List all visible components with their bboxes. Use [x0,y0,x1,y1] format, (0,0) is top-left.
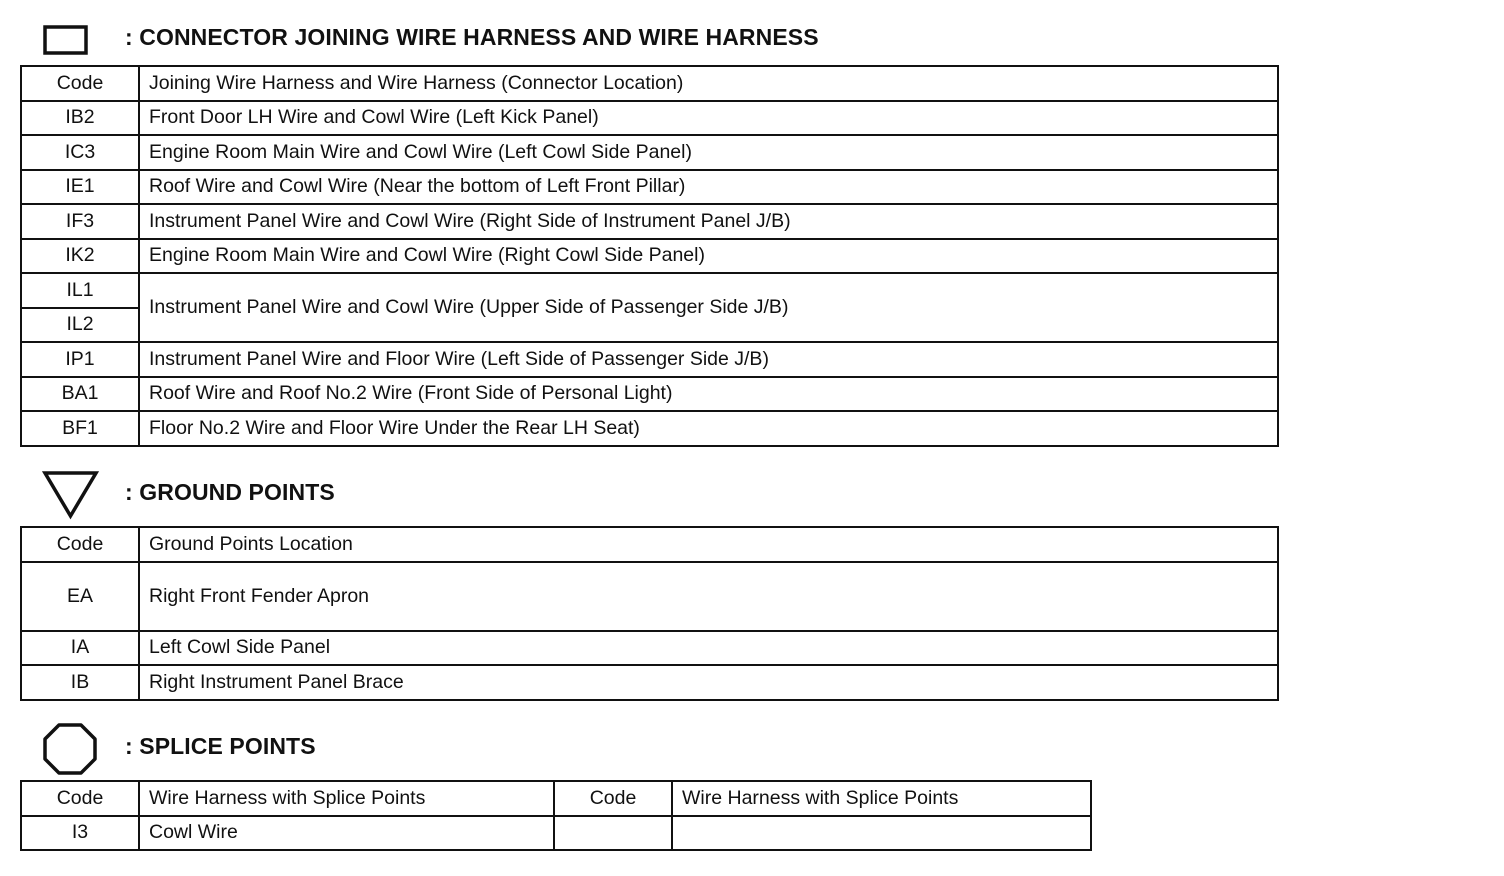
code-cell: IP1 [21,342,139,377]
code-header: Code [21,527,139,562]
code-cell: EA [21,562,139,631]
table-row [21,239,1278,274]
harness-header: Wire Harness with Splice Points [672,781,1091,816]
location-cell: Instrument Panel Wire and Cowl Wire (Upper Side of Passenger Side J/B) [139,273,1278,342]
location-cell: Roof Wire and Roof No.2 Wire (Front Side of Personal Light) [139,377,1278,412]
table-header-row [21,66,1278,101]
location-cell: Engine Room Main Wire and Cowl Wire (Right Cowl Side Panel) [139,239,1278,274]
table-row [21,101,1278,136]
octagon-splice-icon [42,722,98,776]
location-header: Ground Points Location [139,527,1278,562]
table-row [21,562,1278,631]
code-cell: IC3 [21,135,139,170]
code-cell: IB [21,665,139,700]
location-cell: Left Cowl Side Panel [139,631,1278,666]
splice-section-header [0,722,1300,778]
code-cell: IL2 [21,308,139,343]
code-cell: BA1 [21,377,139,412]
triangle-ground-icon [42,470,102,520]
location-cell: Instrument Panel Wire and Cowl Wire (Right Side of Instrument Panel J/B) [139,204,1278,239]
table-row [21,665,1278,700]
location-cell: Front Door LH Wire and Cowl Wire (Left Kick Panel) [139,101,1278,136]
rectangle-connector-icon [42,24,90,56]
location-cell: Right Instrument Panel Brace [139,665,1278,700]
code-cell: IK2 [21,239,139,274]
code-cell [554,816,672,851]
table-row [21,273,1278,308]
table-header-row [21,527,1278,562]
table-row [21,411,1278,446]
location-cell: Engine Room Main Wire and Cowl Wire (Left Cowl Side Panel) [139,135,1278,170]
code-cell: IA [21,631,139,666]
harness-header: Wire Harness with Splice Points [139,781,554,816]
code-header: Code [554,781,672,816]
table-row [21,816,1091,851]
ground-section-title: : GROUND POINTS [125,479,335,505]
connector-section-header [0,16,1300,60]
location-cell: Right Front Fender Apron [139,562,1278,631]
code-cell: IE1 [21,170,139,205]
code-cell: IF3 [21,204,139,239]
harness-cell [672,816,1091,851]
table-row [21,631,1278,666]
harness-cell: Cowl Wire [139,816,554,851]
splice-points-table [20,780,1092,851]
code-cell: BF1 [21,411,139,446]
code-header: Code [21,66,139,101]
connector-section-title: : CONNECTOR JOINING WIRE HARNESS AND WIRE HARNESS [125,24,819,50]
ground-points-table [20,526,1279,701]
table-row [21,342,1278,377]
code-header: Code [21,781,139,816]
location-cell: Instrument Panel Wire and Floor Wire (Left Side of Passenger Side J/B) [139,342,1278,377]
location-cell: Roof Wire and Cowl Wire (Near the bottom of Left Front Pillar) [139,170,1278,205]
table-row [21,170,1278,205]
code-cell: IL1 [21,273,139,308]
table-header-row [21,781,1091,816]
splice-section-title: : SPLICE POINTS [125,733,316,759]
code-cell: IB2 [21,101,139,136]
connector-table [20,65,1279,447]
table-row [21,204,1278,239]
code-cell: I3 [21,816,139,851]
table-row [21,377,1278,412]
ground-section-header [0,470,1300,522]
location-cell: Floor No.2 Wire and Floor Wire Under the Rear LH Seat) [139,411,1278,446]
location-header: Joining Wire Harness and Wire Harness (Connector Location) [139,66,1278,101]
table-row [21,135,1278,170]
